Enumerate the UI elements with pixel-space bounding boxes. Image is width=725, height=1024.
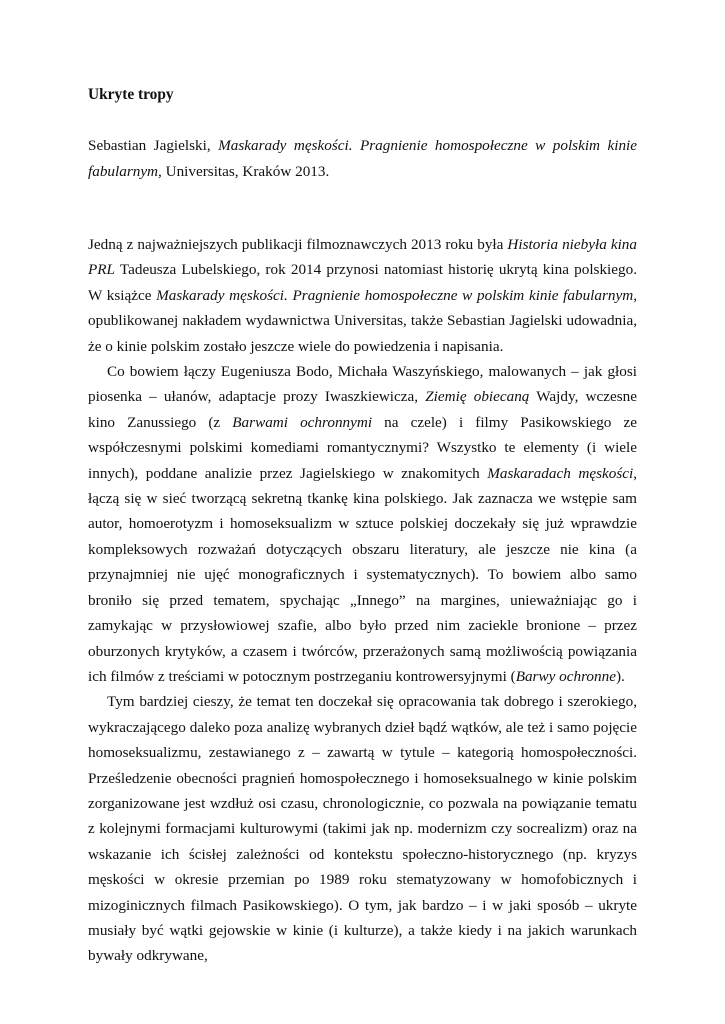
text-segment: , opublikowanej nakładem wydawnictwa Universitas, także Sebastian Jagielski udowadnia, że o kinie polskim zostało jeszcze wiele do powiedzenia i napisania.	[88, 286, 637, 355]
paragraph	[88, 689, 637, 968]
text-segment-italic: Maskarady męskości. Pragnienie homospołeczne w polskim kinie fabularnym	[156, 286, 634, 304]
citation-publisher: , Universitas, Kraków 2013.	[158, 163, 330, 180]
paragraph	[88, 232, 637, 359]
text-segment-italic: Barwy ochronne	[515, 667, 616, 685]
text-segment: Wajdy, wczesne kino Zanussiego (z	[88, 388, 637, 431]
text-segment: Tadeusza Lubelskiego, rok 2014 przynosi natomiast historię ukrytą kina polskiego. W książce	[88, 261, 637, 304]
book-citation	[88, 133, 637, 185]
text-segment: Jedną z najważniejszych publikacji filmoznawczych 2013 roku była	[88, 236, 508, 253]
text-segment-italic: Historia niebyła kina PRL	[88, 236, 637, 279]
text-segment: , łączą się w sieć tworzącą sekretną tkankę kina polskiego. Jak zaznacza we wstępie sam autor, homoerotyzm i homoseksualizm w sztuce polskiej doczekały się już wprawdzie kompleksowych rozważań dotyczących obszaru literatury, ale jeszcze nie kina (a przynajmniej nie ujęć monograficznych i systematycznych). To bowiem albo samo broniło się przed tematem, spychając „Innego” na margines, unieważniając go i zamykając w przysłowiowej szafie, albo było przed nim zaciekle bronione – przez oburzonych krytyków, a czasem i twórców, przerażonych samą możliwością powiązania ich filmów z treściami w potocznym postrzeganiu kontrowersyjnymi (	[88, 464, 637, 685]
text-segment: Co bowiem łączy Eugeniusza Bodo, Michała Waszyńskiego, malowanych – jak głosi piosenka – ułanów, adaptacje prozy Iwaszkiewicza,	[88, 363, 637, 406]
text-segment: Tym bardziej cieszy, że temat ten doczekał się opracowania tak dobrego i szerokiego, wykraczającego daleko poza analizę wybranych dzieł bądź wątków, ale też i samo pojęcie homoseksualizmu, zestawianego z – zawartą w tytule – kategorią homospołeczności. Prześledzenie obecności pragnień homospołecznego i homoseksualnego w kinie polskim zorganizowane jest wzdłuż osi czasu, chronologicznie, co pozwala na powiązanie tematu z kolejnymi formacjami kulturowymi (takimi jak np. modernizm czy socrealizm) oraz na wskazanie ich ścisłej zależności od kontekstu społeczno-historycznego (np. kryzys męskości w okresie przemian po 1989 roku stematyzowany w homofobicznych i mizoginicznych filmach Pasikowskiego). O tym, jak bardzo – i w jaki sposób – ukryte musiały być wątki gejowskie w kinie (i kulturze), a także kiedy i na jakich warunkach bywały odkrywane,	[88, 693, 637, 965]
page-title: Ukryte tropy	[88, 86, 174, 103]
text-segment: na czele) i filmy Pasikowskiego ze współczesnymi polskimi komediami romantycznymi? Wszystko te elementy (i wiele innych), poddane analizie przez Jagielskiego w znakomitych	[88, 413, 637, 482]
text-segment-italic: Barwami ochronnymi	[232, 413, 373, 431]
text-segment-italic: Maskaradach męskości	[487, 464, 634, 482]
text-segment: ).	[615, 667, 625, 685]
citation-author: Sebastian Jagielski,	[88, 137, 219, 154]
article-body	[88, 232, 637, 969]
citation-book-title: Maskarady męskości. Pragnienie homospołeczne w polskim kinie fabularnym	[88, 137, 638, 180]
paragraph	[88, 359, 637, 689]
text-segment-italic: Ziemię obiecaną	[425, 388, 530, 406]
